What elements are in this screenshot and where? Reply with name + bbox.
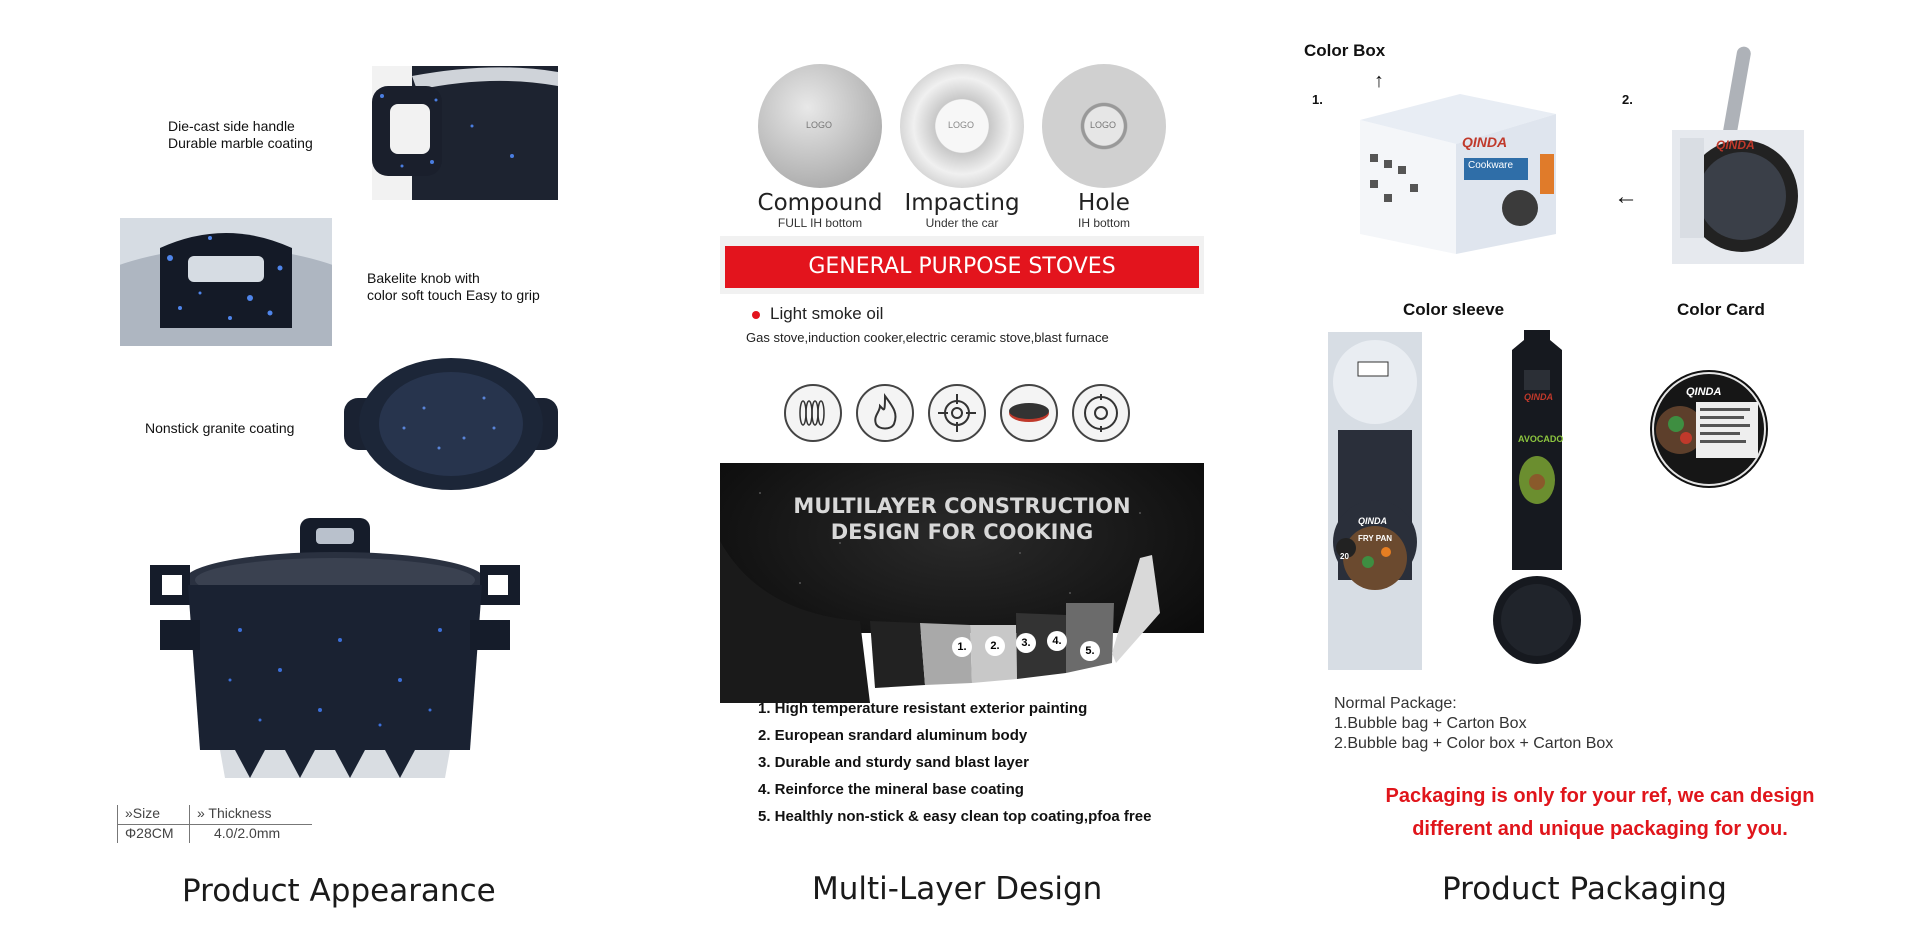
normal-package-item-2: 2.Bubble bag + Color box + Carton Box — [1334, 735, 1614, 752]
product-appearance-panel — [0, 0, 620, 947]
construction-title-line1: MULTILAYER CONSTRUCTION — [793, 494, 1131, 518]
product-packaging-panel — [1300, 0, 1900, 947]
color-box-image — [1340, 84, 1556, 260]
flame-icon — [856, 384, 914, 442]
multilayer-graphic — [720, 463, 1204, 703]
construction-title-line2: DESIGN FOR COOKING — [830, 520, 1094, 544]
color-card-disc — [1650, 370, 1768, 488]
up-arrow-icon: ↑ — [1374, 70, 1384, 92]
side-handle-note-line2: Durable marble coating — [168, 135, 313, 151]
pot-main-photo — [140, 510, 530, 790]
impacting-label — [887, 190, 1037, 230]
impacting-title: Impacting — [904, 190, 1020, 216]
layer-number-3: 3. — [1016, 633, 1036, 653]
gas-burner-icon — [928, 384, 986, 442]
packaging-disclaimer — [1300, 780, 1900, 846]
product-packaging-caption: Product Packaging — [1442, 871, 1727, 907]
product-appearance-caption: Product Appearance — [182, 873, 496, 909]
spec-size-label: »Size — [125, 805, 161, 821]
compound-logo: LOGO — [806, 120, 833, 130]
sleeve1-fry-pan: FRY PAN — [1358, 534, 1393, 543]
sleeve1-brand: QINDA — [1358, 516, 1387, 526]
layer-item-1: 1. High temperature resistant exterior painting — [758, 700, 1088, 717]
side-handle-photo — [372, 66, 558, 200]
impacting-sub: Under the car — [925, 216, 999, 230]
bakelite-knob-note-line2: color soft touch Easy to grip — [367, 287, 540, 303]
color-sleeve-1 — [1328, 332, 1422, 670]
layer-item-3: 3. Durable and sturdy sand blast layer — [758, 754, 1029, 771]
color-card-pan-image — [1672, 46, 1804, 264]
impacting-logo: LOGO — [948, 120, 975, 130]
normal-package-title: Normal Package: — [1334, 695, 1457, 712]
hole-sub: IH bottom — [1077, 216, 1131, 230]
color-card-brand: QINDA — [1686, 386, 1722, 398]
left-arrow-icon: ← — [1614, 183, 1638, 210]
bakelite-knob-note-line1: Bakelite knob with — [367, 270, 480, 286]
sleeve2-brand: QINDA — [1524, 392, 1553, 402]
number-2: 2. — [1622, 92, 1633, 107]
spec-thickness-value: 4.0/2.0mm — [214, 825, 281, 841]
color-box-cookware: Cookware — [1468, 160, 1514, 171]
layer-number-5: 5. — [1080, 641, 1100, 661]
construction-title — [720, 493, 1204, 545]
packaging-disclaimer-line2: different and unique packaging for you. — [1412, 818, 1788, 840]
normal-package-item-1: 1.Bubble bag + Carton Box — [1334, 715, 1527, 732]
number-1: 1. — [1312, 92, 1323, 107]
color-box-title: Color Box — [1304, 41, 1386, 60]
layer-number-2: 2. — [985, 636, 1005, 656]
bakelite-knob-photo — [120, 218, 332, 346]
compound-label — [745, 190, 895, 230]
granite-coating-note: Nonstick granite coating — [145, 420, 295, 436]
stoves-banner — [720, 236, 1204, 294]
sleeve1-size: 20 — [1340, 552, 1349, 561]
color-sleeve-2 — [1490, 330, 1584, 670]
spec-size-value: Φ28CM — [125, 825, 174, 841]
spec-thickness-label: » Thickness — [197, 805, 272, 821]
oil-label: Light smoke oil — [770, 304, 884, 323]
normal-package — [1334, 694, 1613, 754]
side-handle-note-line1: Die-cast side handle — [168, 118, 295, 134]
bakelite-knob-note — [367, 270, 540, 304]
stoves-list: Gas stove,induction cooker,electric ceramic stove,blast furnace — [746, 330, 1109, 345]
spec-divider-horizontal — [117, 824, 312, 825]
spec-table — [117, 805, 312, 845]
color-box-brand: QINDA — [1462, 134, 1508, 150]
layer-item-4: 4. Reinforce the mineral base coating — [758, 781, 1024, 798]
side-handle-note — [168, 118, 313, 152]
layer-item-5: 5. Healthly non-stick & easy clean top coating,pfoa free — [758, 808, 1152, 825]
induction-icon — [1072, 384, 1130, 442]
compound-sub: FULL IH bottom — [777, 216, 863, 230]
hole-logo: LOGO — [1090, 120, 1117, 130]
multi-layer-design-panel — [700, 0, 1220, 947]
ceramic-plate-icon — [1000, 384, 1058, 442]
stoves-banner-red: GENERAL PURPOSE STOVES — [725, 246, 1199, 288]
granite-coating-photo — [344, 358, 558, 490]
hole-label — [1029, 190, 1179, 230]
hole-title: Hole — [1078, 190, 1130, 216]
color-card-title: Color Card — [1677, 300, 1765, 319]
layer-number-1: 1. — [952, 637, 972, 657]
pan-card-brand: QINDA — [1716, 138, 1755, 152]
compound-title: Compound — [757, 190, 883, 216]
packaging-disclaimer-line1: Packaging is only for your ref, we can design — [1385, 785, 1815, 807]
coil-icon — [784, 384, 842, 442]
multi-layer-design-caption: Multi-Layer Design — [812, 871, 1103, 907]
layer-item-2: 2. European srandard aluminum body — [758, 727, 1028, 744]
oil-bullet — [752, 311, 760, 319]
sleeve2-avocado: AVOCADO — [1518, 434, 1564, 444]
color-sleeve-title: Color sleeve — [1403, 300, 1505, 319]
layers-list — [700, 700, 1228, 835]
layer-number-4: 4. — [1047, 631, 1067, 651]
